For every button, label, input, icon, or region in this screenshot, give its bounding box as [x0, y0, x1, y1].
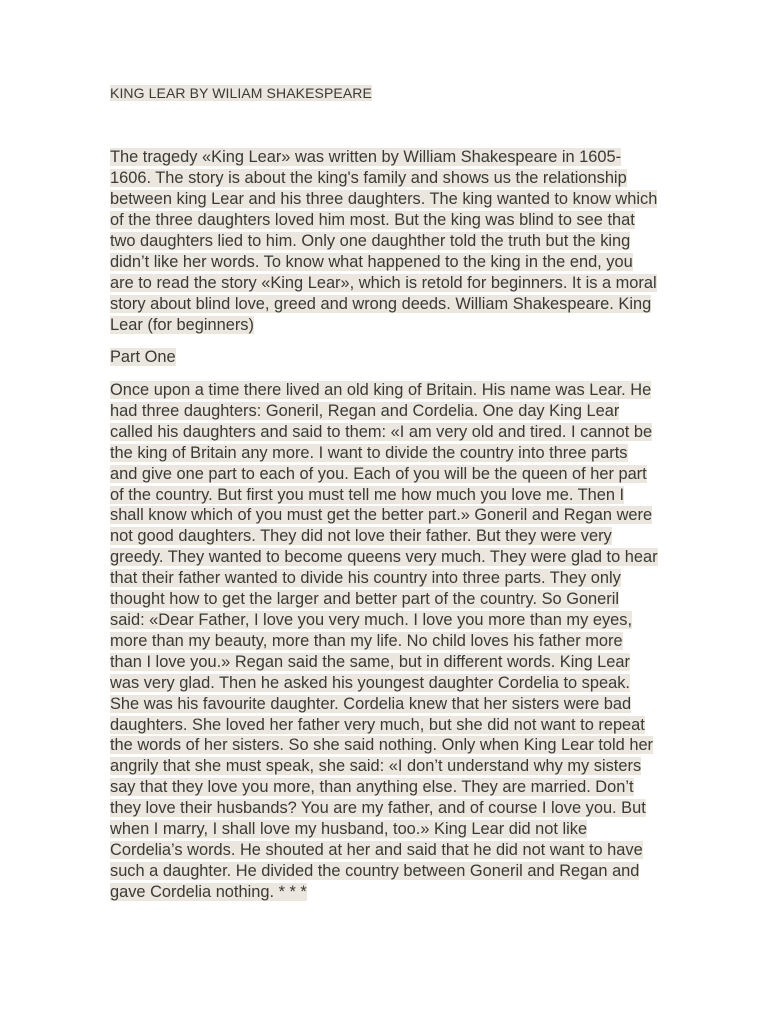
part-heading-text: Part One: [110, 348, 176, 366]
document-page: [110, 84, 658, 903]
intro-paragraph-text: The tragedy «King Lear» was written by William Shakespeare in 1605-1606. The story is about the king's family and shows us the relationship between king Lear and his three daughters. The king wanted to know which of the three daughters loved him most. But the king was blind to see that two daughters lied to him. Only one daughther told the truth but the king didn’t like her words. To know what happened to the king in the end, you are to read the story «King Lear», which is retold for beginners. It is a moral story about blind love, greed and wrong deeds. William Shakespeare. King Lear (for beginners): [110, 148, 658, 334]
story-paragraph-text: Once upon a time there lived an old king of Britain. His name was Lear. He had three daughters: Goneril, Regan and Cordelia. One day King Lear called his daughters and said to them: «I am very old and tired. I cannot be the king of Britain any more. I want to divide the country into three parts and give one part to each of you. Each of you will be the queen of her part of the country. But first you must tell me how much you love me. Then I shall know which of you must get the better part.» Goneril and Regan were not good daughters. They did not love their father. But they were very greedy. They wanted to become queens very much. They were glad to hear that their father wanted to divide his country into three parts. They only thought how to get the larger and better part of the country. So Goneril said: «Dear Father, I love you very much. I love you more than my eyes, more than my beauty, more than my life. No child loves his father more than I love you.» Regan said the same, but in different words. King Lear was very glad. Then he asked his youngest daughter Cordelia to speak. She was his favourite daughter. Cordelia knew that her sisters were bad daughters. She loved her father very much, but she did not want to repeat the words of her sisters. So she said nothing. Only when King Lear told her angrily that she must speak, she said: «I don’t understand why my sisters say that they love you more, than anything else. They are married. Don’t they love their husbands? You are my father, and of course I love you. But when I marry, I shall love my husband, too.» King Lear did not like Cordelia’s words. He shouted at her and said that he did not want to have such a daughter. He divided the country between Goneril and Regan and gave Cordelia nothing. * * *: [110, 381, 658, 901]
document-title-text: KING LEAR BY WILIAM SHAKESPEARE: [110, 85, 372, 101]
intro-paragraph: [110, 147, 658, 336]
part-heading: [110, 347, 658, 368]
document-title: [110, 84, 658, 102]
story-paragraph: [110, 380, 658, 903]
